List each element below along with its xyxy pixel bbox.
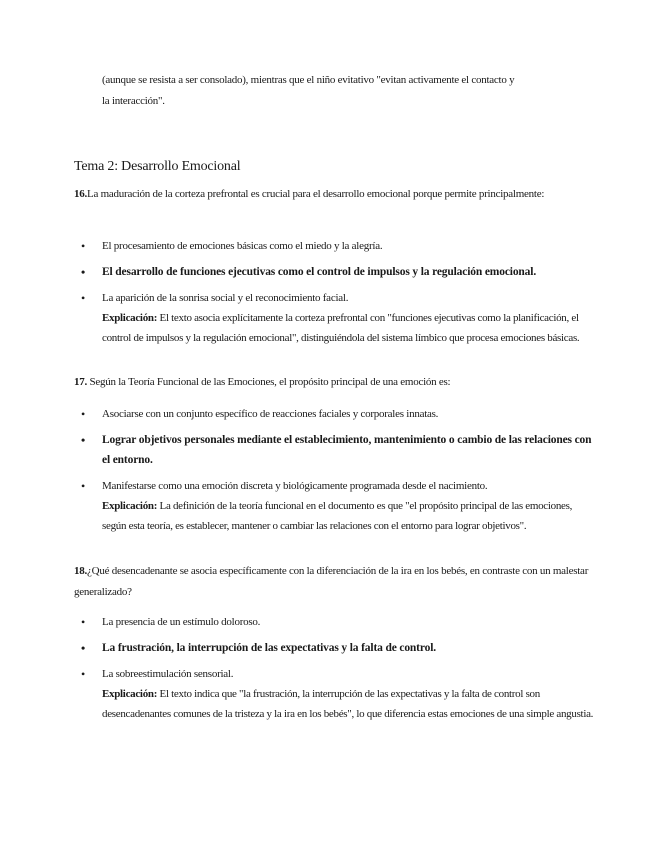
correct-option bbox=[74, 262, 594, 282]
question-18 bbox=[74, 561, 589, 603]
option-text: Manifestarse como una emoción discreta y biológicamente programada desde el nacimiento. bbox=[102, 480, 488, 492]
option-item bbox=[74, 404, 594, 424]
explanation-text: El texto asocia explícitamente la corteza prefrontal con "funciones ejecutivas como la planificación, el control de impulsos y la regulación emocional", distinguiéndola del sistema límbico que procesa emociones básicas. bbox=[102, 312, 580, 344]
section-title: Tema 2: Desarrollo Emocional bbox=[74, 159, 241, 174]
explanation-text: La definición de la teoría funcional en el documento es que "el propósito principal de las emociones, según esta teoría, es establecer, mantener o cambiar las relaciones con el entorno para lograr objetivos". bbox=[102, 500, 573, 532]
explanation-text: El texto indica que "la frustración, la interrupción de las expectativas y la falta de control son desencadenantes comunes de la tristeza y la ira en los bebés", lo que diferencia estas emociones de una simple angustia. bbox=[102, 688, 594, 720]
continuation-line: (aunque se resista a ser consolado), mientras que el niño evitativo "evitan activamente el contacto y bbox=[102, 74, 515, 86]
bullet-icon: • bbox=[81, 641, 86, 655]
explanation-label: Explicación: bbox=[102, 500, 158, 512]
option-text: El desarrollo de funciones ejecutivas como el control de impulsos y la regulación emocional. bbox=[102, 266, 537, 278]
q18-option-2 bbox=[74, 638, 594, 658]
bullet-icon: • bbox=[81, 265, 86, 279]
bullet-icon: • bbox=[81, 615, 85, 629]
option-text: La presencia de un estímulo doloroso. bbox=[102, 616, 261, 628]
q16-option-3 bbox=[74, 288, 594, 348]
question-number: 16. bbox=[74, 188, 87, 200]
question-16 bbox=[74, 184, 589, 205]
option-text: Asociarse con un conjunto específico de reacciones faciales y corporales innatas. bbox=[102, 408, 439, 420]
q17-option-1 bbox=[74, 404, 594, 424]
option-text: La frustración, la interrupción de las expectativas y la falta de control. bbox=[102, 642, 436, 654]
option-text: El procesamiento de emociones básicas como el miedo y la alegría. bbox=[102, 240, 383, 252]
continuation-paragraph bbox=[102, 70, 592, 111]
bullet-icon: • bbox=[81, 433, 86, 447]
question-17 bbox=[74, 372, 589, 393]
explanation-label: Explicación: bbox=[102, 688, 158, 700]
q17-option-2 bbox=[74, 430, 594, 470]
correct-option bbox=[74, 638, 594, 658]
bullet-icon: • bbox=[81, 239, 85, 253]
option-item bbox=[74, 664, 594, 724]
option-text: La sobreestimulación sensorial. bbox=[102, 668, 234, 680]
bullet-icon: • bbox=[81, 667, 85, 681]
question-text: Según la Teoría Funcional de las Emociones, el propósito principal de una emoción es: bbox=[89, 376, 451, 388]
question-number: 18. bbox=[74, 565, 87, 577]
explanation bbox=[102, 496, 594, 536]
option-item bbox=[74, 476, 594, 536]
bullet-icon: • bbox=[81, 479, 85, 493]
option-text: La aparición de la sonrisa social y el reconocimiento facial. bbox=[102, 292, 349, 304]
option-text: Lograr objetivos personales mediante el establecimiento, mantenimiento o cambio de las relaciones con el entorno. bbox=[102, 434, 592, 466]
bullet-icon: • bbox=[81, 407, 85, 421]
question-number: 17. bbox=[74, 376, 87, 388]
correct-option bbox=[74, 430, 594, 470]
question-text: La maduración de la corteza prefrontal es crucial para el desarrollo emocional porque permite principalmente: bbox=[87, 188, 545, 200]
explanation-label: Explicación: bbox=[102, 312, 158, 324]
q18-option-3 bbox=[74, 664, 594, 724]
option-item bbox=[74, 612, 594, 632]
option-item bbox=[74, 288, 594, 348]
q17-option-3 bbox=[74, 476, 594, 536]
bullet-icon: • bbox=[81, 291, 85, 305]
option-item bbox=[74, 236, 594, 256]
continuation-line: la interacción". bbox=[102, 95, 165, 107]
question-text: ¿Qué desencadenante se asocia específicamente con la diferenciación de la ira en los bebés, en contraste con un malestar generalizado? bbox=[74, 565, 589, 598]
explanation bbox=[102, 684, 594, 724]
q16-option-2 bbox=[74, 262, 594, 282]
q16-option-1 bbox=[74, 236, 594, 256]
explanation bbox=[102, 308, 594, 348]
q18-option-1 bbox=[74, 612, 594, 632]
